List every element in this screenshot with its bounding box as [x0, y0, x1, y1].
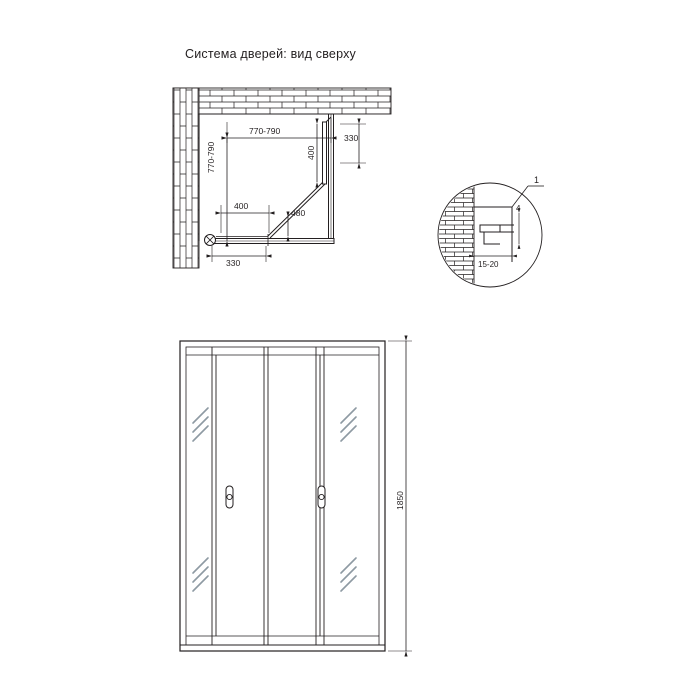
door-handle-left[interactable] — [226, 486, 233, 508]
detail-callout-number: 1 — [534, 175, 540, 185]
wall-top-brick — [173, 88, 391, 114]
dim-door-leaf-top-label: 400 — [306, 145, 316, 160]
dim-height-label: 1850 — [395, 491, 405, 510]
dim-bottom-left-label: 330 — [226, 258, 241, 268]
dimension-bottom-left — [212, 246, 266, 268]
dimension-track-left — [221, 201, 269, 233]
dimension-width-left — [206, 138, 227, 241]
detail-view-group — [438, 175, 544, 287]
fixed-panel-bottom — [210, 239, 334, 244]
wall-left-brick — [173, 88, 199, 268]
page-title: Система дверей: вид сверху — [185, 47, 356, 61]
door-handle-right[interactable] — [318, 486, 325, 508]
dimension-height — [388, 341, 412, 651]
dimension-door-leaf-top — [306, 124, 317, 182]
dimension-diagonal — [288, 208, 305, 236]
dim-width-top-label: 770-790 — [249, 126, 281, 136]
dimension-door-leaf-right — [340, 124, 366, 163]
dim-track-left-label: 400 — [234, 201, 249, 211]
front-inner-frame — [186, 347, 379, 645]
dim-profile-width-label: 15-20 — [478, 260, 499, 269]
top-view-group — [173, 88, 391, 268]
roller-hinge — [205, 235, 216, 246]
dim-diagonal-label: 480 — [291, 208, 306, 218]
front-view-group — [180, 341, 412, 651]
dim-width-left-label: 770-790 — [206, 141, 216, 173]
dimension-width-top — [227, 118, 331, 143]
dim-thickness-label: 4 — [516, 204, 521, 213]
dim-door-leaf-right-label: 330 — [344, 133, 359, 143]
